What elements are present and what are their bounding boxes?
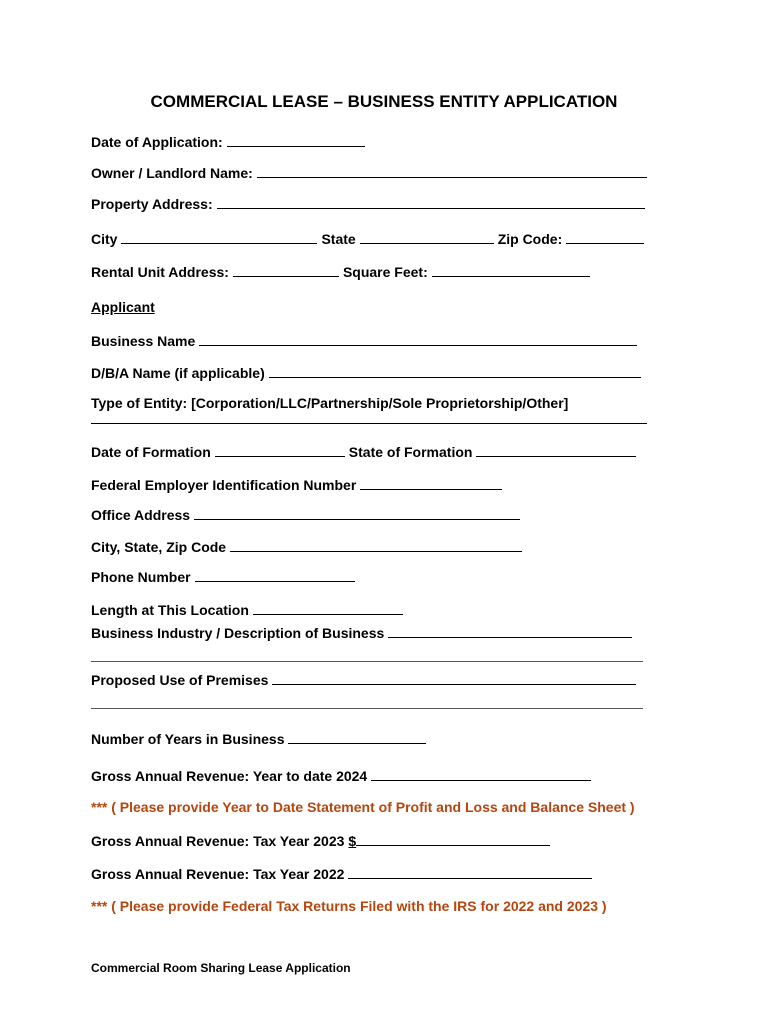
revenue-2022-label: Gross Annual Revenue: Tax Year 2022 (91, 866, 345, 882)
zip-code-field[interactable] (566, 229, 644, 244)
proposed-use-field[interactable] (272, 670, 636, 685)
square-feet-label: Square Feet: (342, 264, 428, 280)
state-of-formation-field[interactable] (476, 442, 636, 457)
office-address-field[interactable] (194, 505, 520, 520)
type-of-entity-field[interactable] (91, 423, 647, 424)
years-in-business-label: Number of Years in Business (91, 731, 285, 747)
business-industry-row (91, 623, 632, 642)
owner-landlord-label: Owner / Landlord Name: (91, 165, 253, 181)
city-label: City (91, 231, 118, 247)
fein-label: Federal Employer Identification Number (91, 477, 357, 493)
dba-row (91, 363, 641, 382)
profit-loss-note: *** ( Please provide Year to Date Statement of Profit and Loss and Balance Sheet ) (91, 799, 635, 815)
revenue-ytd-label: Gross Annual Revenue: Year to date 2024 (91, 768, 368, 784)
date-of-formation-field[interactable] (215, 442, 345, 457)
fein-field[interactable] (360, 475, 502, 490)
owner-landlord-row (91, 163, 647, 182)
property-address-field[interactable] (217, 194, 645, 209)
state-of-formation-label: State of Formation (348, 444, 473, 460)
phone-number-label: Phone Number (91, 569, 191, 585)
business-industry-field[interactable] (388, 623, 632, 638)
date-of-application-field[interactable] (227, 132, 365, 147)
dba-label: D/B/A Name (if applicable) (91, 365, 265, 381)
type-of-entity-label: Type of Entity: [Corporation/LLC/Partnership/Sole Proprietorship/Other] (91, 395, 569, 411)
business-name-row (91, 331, 637, 350)
tax-returns-note: *** ( Please provide Federal Tax Returns Filed with the IRS for 2022 and 2023 ) (91, 898, 607, 914)
years-in-business-field[interactable] (288, 729, 426, 744)
applicant-heading: Applicant (91, 299, 155, 315)
proposed-use-extra-line[interactable] (91, 708, 643, 709)
formation-row (91, 442, 636, 461)
office-address-row (91, 505, 520, 524)
page-title: COMMERCIAL LEASE – BUSINESS ENTITY APPLICATION (150, 92, 618, 111)
city-state-zip-row (91, 229, 644, 248)
city-field[interactable] (121, 229, 317, 244)
rental-unit-label: Rental Unit Address: (91, 264, 229, 280)
page-footer: Commercial Room Sharing Lease Application (91, 961, 351, 975)
property-address-row (91, 194, 645, 213)
property-address-label: Property Address: (91, 196, 213, 212)
business-name-label: Business Name (91, 333, 196, 349)
date-of-application-row (91, 132, 365, 151)
revenue-ytd-row (91, 766, 591, 785)
state-label: State (321, 231, 356, 247)
revenue-ytd-field[interactable] (371, 766, 591, 781)
rental-unit-row (91, 262, 590, 281)
business-industry-label: Business Industry / Description of Business (91, 625, 385, 641)
business-industry-extra-line[interactable] (91, 661, 643, 662)
phone-number-row (91, 567, 355, 586)
revenue-2022-row (91, 864, 592, 883)
owner-landlord-field[interactable] (257, 163, 647, 178)
city-state-zip-code-row (91, 537, 522, 556)
years-in-business-row (91, 729, 426, 748)
dba-field[interactable] (269, 363, 641, 378)
proposed-use-row (91, 670, 636, 689)
date-of-formation-label: Date of Formation (91, 444, 211, 460)
city-state-zip-label: City, State, Zip Code (91, 539, 227, 555)
zip-code-label: Zip Code: (497, 231, 563, 247)
date-of-application-label: Date of Application: (91, 134, 223, 150)
revenue-2023-row (91, 831, 550, 850)
business-name-field[interactable] (199, 331, 637, 346)
revenue-2023-field[interactable] (356, 831, 550, 846)
proposed-use-label: Proposed Use of Premises (91, 672, 269, 688)
phone-number-field[interactable] (195, 567, 355, 582)
state-field[interactable] (360, 229, 494, 244)
length-at-location-row (91, 600, 403, 619)
dollar-sign: $ (348, 833, 357, 849)
square-feet-field[interactable] (432, 262, 590, 277)
office-address-label: Office Address (91, 507, 191, 523)
rental-unit-field[interactable] (233, 262, 339, 277)
fein-row (91, 475, 502, 494)
revenue-2022-field[interactable] (348, 864, 592, 879)
length-at-location-field[interactable] (253, 600, 403, 615)
city-state-zip-field[interactable] (230, 537, 522, 552)
revenue-2023-label: Gross Annual Revenue: Tax Year 2023 (91, 833, 345, 849)
length-at-location-label: Length at This Location (91, 602, 249, 618)
